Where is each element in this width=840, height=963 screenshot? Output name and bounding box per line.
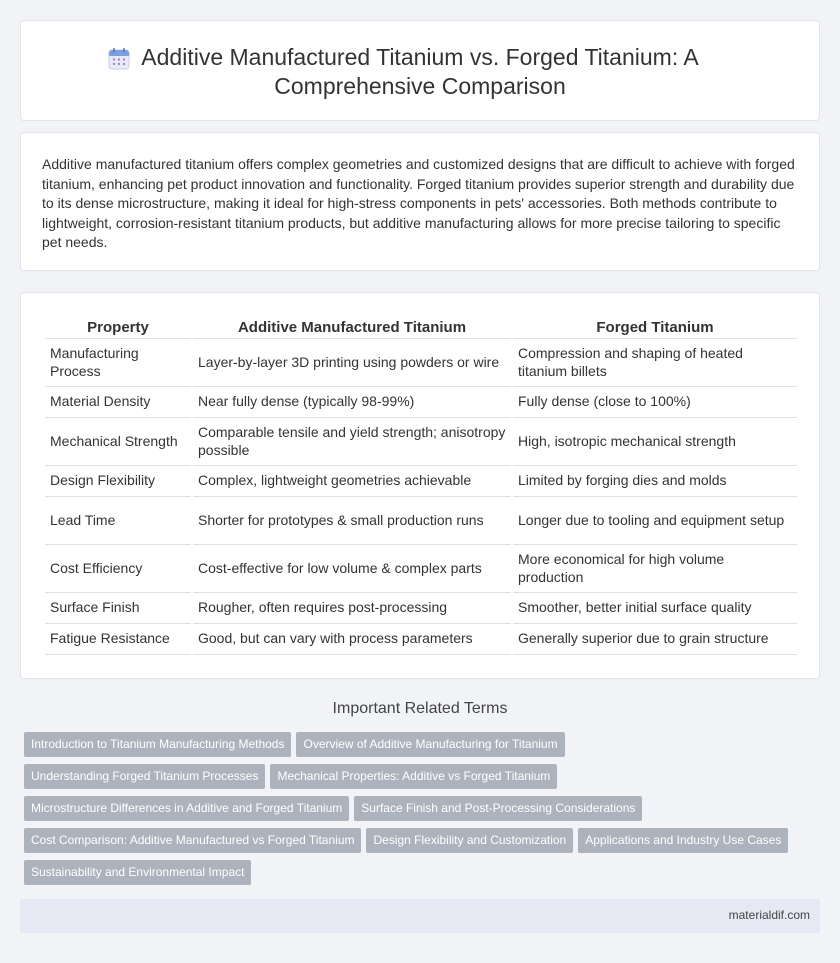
column-header: Forged Titanium [513, 317, 797, 339]
table-header-row [45, 317, 797, 339]
table-row [45, 593, 797, 624]
table-cell: Design Flexibility [45, 466, 191, 497]
intro-card [20, 132, 820, 271]
table-row [45, 624, 797, 655]
table-cell: Cost Efficiency [45, 545, 191, 593]
table-row [45, 466, 797, 497]
table-cell: Fully dense (close to 100%) [513, 387, 797, 418]
table-cell: Surface Finish [45, 593, 191, 624]
related-term-tag[interactable]: Microstructure Differences in Additive and Forged Titanium [24, 796, 349, 821]
table-cell: Good, but can vary with process parameters [193, 624, 511, 655]
table-cell: High, isotropic mechanical strength [513, 418, 797, 466]
related-term-tag[interactable]: Applications and Industry Use Cases [578, 828, 788, 853]
related-term-tag[interactable]: Mechanical Properties: Additive vs Forged Titanium [270, 764, 557, 789]
table-cell: Limited by forging dies and molds [513, 466, 797, 497]
table-cell: Generally superior due to grain structure [513, 624, 797, 655]
intro-paragraph: Additive manufactured titanium offers complex geometries and customized designs that are difficult to achieve with forged titanium, enhancing pet product innovation and functionality. Forged titanium provides superior strength and durability due to its dense microstructure, making it ideal for high-stress components in pets' accessories. Both methods contribute to lightweight, corrosion-resistant titanium products, but additive manufacturing allows for more precise tailoring to specific pet needs. [42, 156, 795, 250]
table-cell: Shorter for prototypes & small production runs [193, 497, 511, 545]
related-term-tag[interactable]: Overview of Additive Manufacturing for Titanium [296, 732, 564, 757]
table-cell: Complex, lightweight geometries achievable [193, 466, 511, 497]
table-row [45, 545, 797, 593]
column-header: Additive Manufactured Titanium [193, 317, 511, 339]
table-cell: Manufacturing Process [45, 339, 191, 387]
table-cell: Layer-by-layer 3D printing using powders or wire [193, 339, 511, 387]
table-cell: Fatigue Resistance [45, 624, 191, 655]
table-cell: Compression and shaping of heated titanium billets [513, 339, 797, 387]
table-row [45, 418, 797, 466]
table-cell: Mechanical Strength [45, 418, 191, 466]
header-card [20, 20, 820, 121]
table-row [45, 387, 797, 418]
comparison-table-card [20, 292, 820, 679]
related-terms-heading: Important Related Terms [332, 700, 508, 717]
column-header: Property [45, 317, 191, 339]
table-cell: Material Density [45, 387, 191, 418]
related-term-tag[interactable]: Understanding Forged Titanium Processes [24, 764, 265, 789]
table-cell: Cost-effective for low volume & complex parts [193, 545, 511, 593]
related-terms-list [24, 732, 824, 892]
related-term-tag[interactable]: Cost Comparison: Additive Manufactured vs Forged Titanium [24, 828, 361, 853]
table-row [45, 497, 797, 545]
page-title: Additive Manufactured Titanium vs. Forged Titanium: A Comprehensive Comparison [141, 44, 699, 99]
related-term-tag[interactable]: Sustainability and Environmental Impact [24, 860, 251, 885]
table-row [45, 339, 797, 387]
footer [20, 899, 820, 933]
table-cell: Lead Time [45, 497, 191, 545]
table-cell: Smoother, better initial surface quality [513, 593, 797, 624]
table-cell: Near fully dense (typically 98-99%) [193, 387, 511, 418]
related-term-tag[interactable]: Introduction to Titanium Manufacturing Methods [24, 732, 291, 757]
table-cell: Longer due to tooling and equipment setup [513, 497, 797, 545]
table-cell: Comparable tensile and yield strength; anisotropy possible [193, 418, 511, 466]
related-term-tag[interactable]: Surface Finish and Post-Processing Considerations [354, 796, 642, 821]
table-cell: Rougher, often requires post-processing [193, 593, 511, 624]
table-cell: More economical for high volume production [513, 545, 797, 593]
related-term-tag[interactable]: Design Flexibility and Customization [366, 828, 573, 853]
footer-site-link[interactable]: materialdif.com [728, 908, 810, 922]
comparison-table [43, 317, 799, 655]
